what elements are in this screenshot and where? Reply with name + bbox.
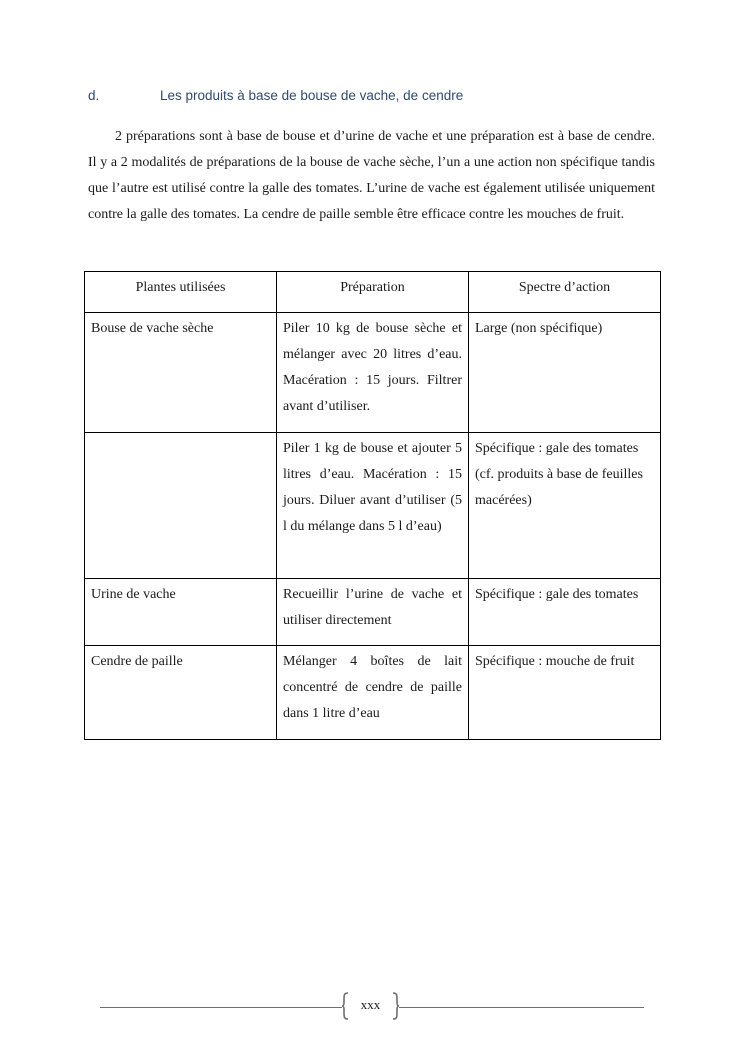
footer-rule-left <box>100 1007 342 1008</box>
cell-preparation: Recueillir l’urine de vache et utiliser directement <box>277 579 469 646</box>
section-title: Les produits à base de bouse de vache, de cendre <box>160 88 464 103</box>
page-number: xxx <box>360 997 381 1012</box>
table-row <box>85 579 661 646</box>
cell-plant: Urine de vache <box>85 579 277 646</box>
table-header-row <box>85 272 661 313</box>
cell-spectrum: Spécifique : gale des tomates <box>469 579 661 646</box>
cell-preparation: Piler 1 kg de bouse et ajouter 5 litres d’eau. Macération : 15 jours. Diluer avant d’utiliser (5 l du mélange dans 5 l d’eau) <box>277 433 469 579</box>
table-row <box>85 433 661 579</box>
cell-plant <box>85 433 277 579</box>
body-paragraph: 2 préparations sont à base de bouse et d’urine de vache et une préparation est à base de cendre. Il y a 2 modalités de préparations de la bouse de vache sèche, l’un a une action non spécifique tandis que l’autre est utilisé contre la galle des tomates. L’urine de vache est également utilisée uniquement contre la galle des tomates. La cendre de paille semble être efficace contre les mouches de fruit. <box>88 129 655 222</box>
header-plants: Plantes utilisées <box>85 272 277 313</box>
preparations-table <box>84 271 661 740</box>
cell-spectrum: Spécifique : mouche de fruit <box>469 646 661 740</box>
left-bracket-icon <box>342 992 350 1020</box>
header-action-spectrum: Spectre d’action <box>469 272 661 313</box>
cell-spectrum: Large (non spécifique) <box>469 313 661 433</box>
cell-spectrum: Spécifique : gale des tomates (cf. produits à base de feuilles macérées) <box>469 433 661 579</box>
cell-preparation: Mélanger 4 boîtes de lait concentré de cendre de paille dans 1 litre d’eau <box>277 646 469 740</box>
cell-plant: Bouse de vache sèche <box>85 313 277 433</box>
table-row <box>85 646 661 740</box>
section-number: d. <box>88 88 100 103</box>
right-bracket-icon <box>391 992 399 1020</box>
cell-preparation: Piler 10 kg de bouse sèche et mélanger avec 20 litres d’eau. Macération : 15 jours. Filtrer avant d’utiliser. <box>277 313 469 433</box>
page-footer <box>100 990 645 1024</box>
table-row <box>85 313 661 433</box>
footer-rule-right <box>399 1007 644 1008</box>
header-preparation: Préparation <box>277 272 469 313</box>
cell-plant: Cendre de paille <box>85 646 277 740</box>
